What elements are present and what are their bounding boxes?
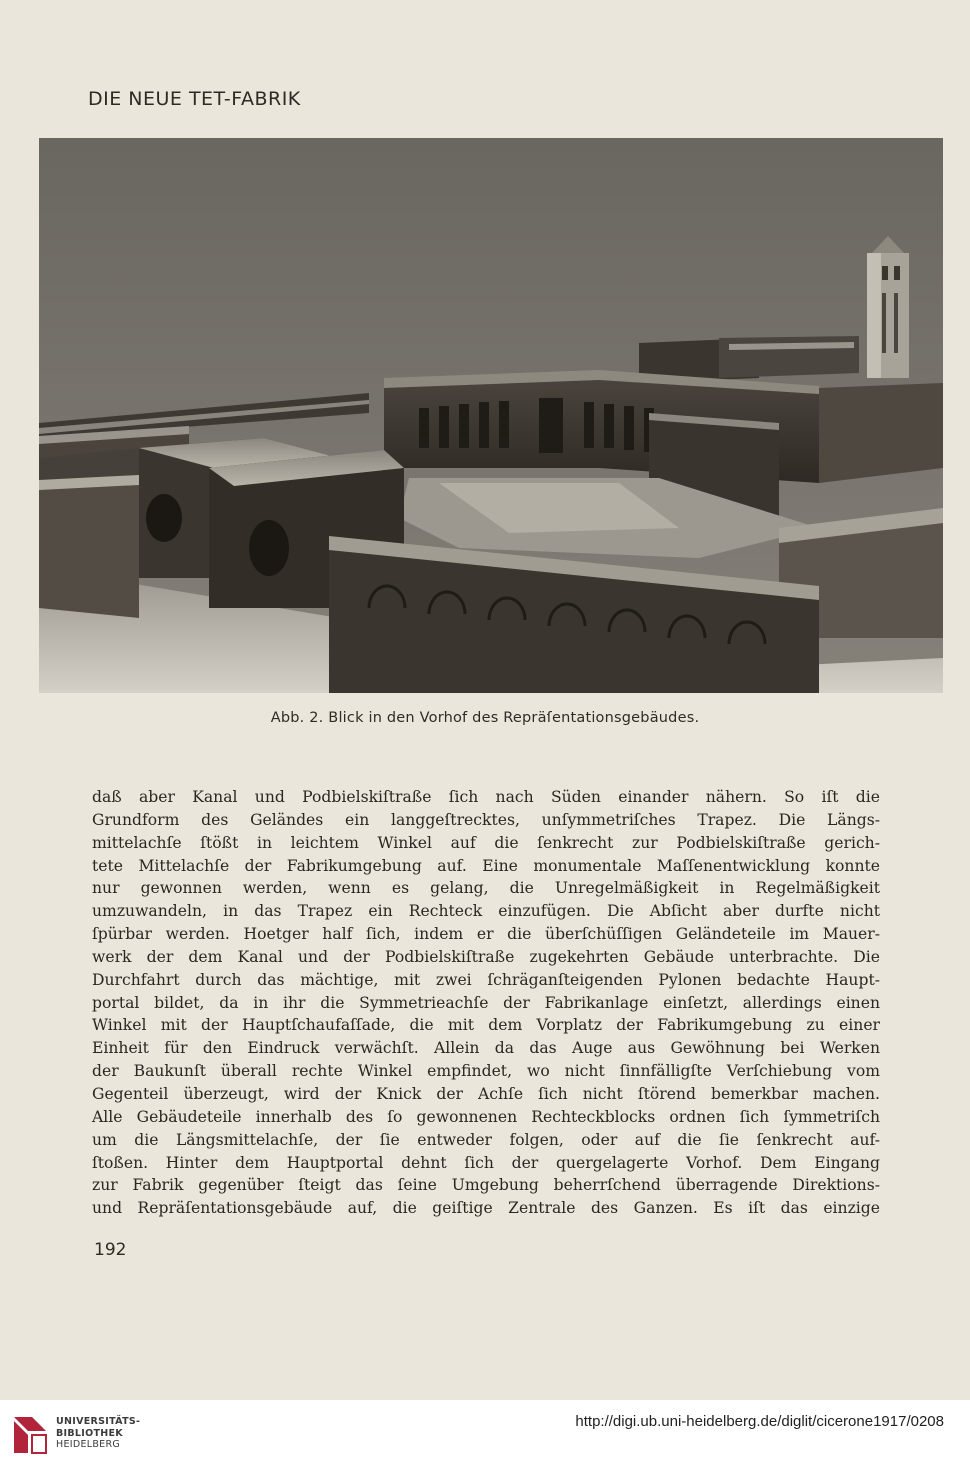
text-line: mittelachſe ſtößt in leichtem Winkel auf die ſenkrecht zur Podbielskiſtraße gerich- [92,833,880,852]
text-line: nur gewonnen werden, wenn es gelang, die Unregelmäßigkeit in Regelmäßigkeit [92,879,880,898]
text-line: um die Längsmittelachſe, der ſie entweder folgen, oder auf die ſie ſenkrecht auf- [92,1130,880,1149]
library-logo-icon [10,1413,50,1457]
text-line: und Repräſentationsgebäude auf, die geiſtige Zentrale des Ganzen. Es iſt das einzige [92,1199,880,1218]
text-line: werk der dem Kanal und der Podbielskiſtraße zugekehrten Gebäude unterbrachte. Die [92,947,880,966]
text-line: Gegenteil überzeugt, wird der Knick der Achſe ſich nicht ſtörend bemerkbar machen. [92,1084,880,1103]
text-line: Winkel mit der Hauptſchaufaſſade, die mit dem Vorplatz der Fabrikumgebung zu einer [92,1016,880,1035]
library-name-line: HEIDELBERG [56,1439,121,1450]
library-name-line: UNIVERSITÄTS- [56,1416,141,1427]
text-line: der Baukunſt überall rechte Winkel empfindet, wo nicht ſinnfälligſte Verſchiebung vom [92,1062,880,1081]
text-line: umzuwandeln, in das Trapez ein Rechteck einzufügen. Die Abſicht aber durfte nicht [92,902,880,921]
source-url-link[interactable]: http://digi.ub.uni-heidelberg.de/diglit/cicerone1917/0208 [575,1413,944,1430]
running-title: DIE NEUE TET-FABRIK [88,88,301,110]
library-footer [0,1400,970,1471]
text-line: portal bildet, da in ihr die Symmetrieachſe der Fabrikanlage einſetzt, allerdings einen [92,993,880,1012]
text-line: daß aber Kanal und Podbielskiſtraße ſich nach Süden einander nähern. So iſt die [92,788,880,806]
body-paragraph [92,786,880,1220]
text-line: zur Fabrik gegenüber ſteigt das ſeine Umgebung beherrſchend überragende Direktions- [92,1176,880,1195]
text-line: Grundform des Geländes ein langgeſtrecktes, unſymmetriſches Trapez. Die Längs- [92,810,880,829]
page-number: 192 [94,1240,127,1260]
figure-photograph [39,138,943,693]
text-line: Einheit für den Eindruck verwächſt. Allein da das Auge aus Gewöhnung bei Werken [92,1039,880,1058]
text-line: ſpürbar werden. Hoetger half ſich, indem er die überſchüſſigen Geländeteile im Mauer- [92,925,880,944]
text-line: Durchfahrt durch das mächtige, mit zwei ſchräganſteigenden Pylonen bedachte Haupt- [92,970,880,989]
text-line: tete Mittelachſe der Fabrikumgebung auf. Eine monumentale Maſſenentwicklung konnte [92,856,880,875]
architectural-model-photo [39,138,943,693]
library-name [56,1416,140,1451]
library-name-line: BIBLIOTHEK [56,1427,123,1439]
text-line: Alle Gebäudeteile innerhalb des ſo gewonnenen Rechteckblocks ordnen ſich ſymmetriſch [92,1107,880,1126]
figure-caption: Abb. 2. Blick in den Vorhof des Repräſentationsgebäudes. [270,710,700,726]
text-line: ſtoßen. Hinter dem Hauptportal dehnt ſich der quergelagerte Vorhof. Dem Eingang [92,1153,880,1172]
